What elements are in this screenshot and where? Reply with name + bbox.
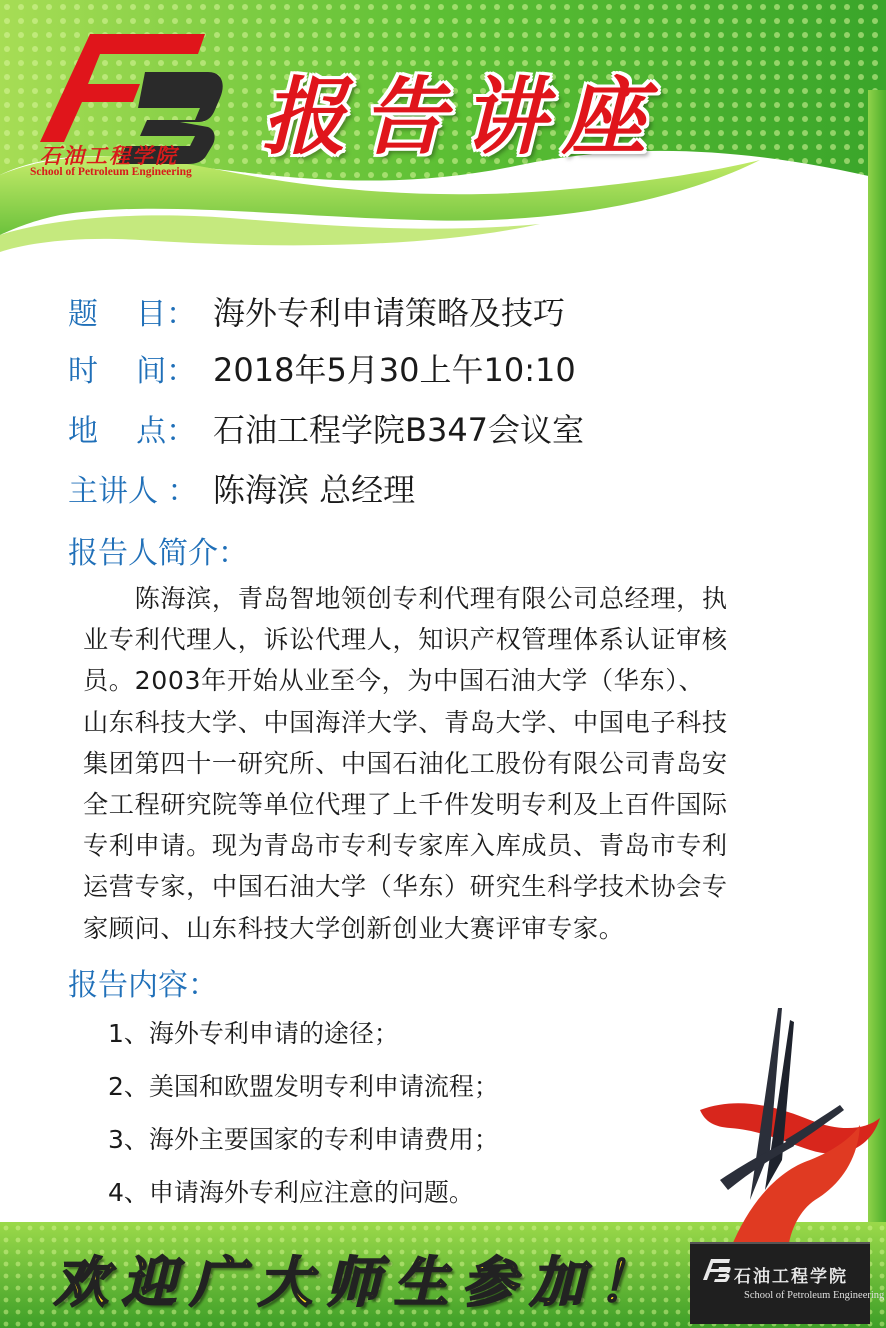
plaque-english-name: School of Petroleum Engineering [744,1290,885,1301]
info-row-time [68,343,576,393]
bio-line: 员。2003年开始从业至今，为中国石油大学（华东）、 [83,666,705,696]
time-value: 2018年5月30上午10:10 [213,351,576,389]
bio-line: 运营专家，中国石油大学（华东）研究生科学技术协会专 [83,872,728,902]
content-item: 2、美国和欧盟发明专利申请流程； [108,1072,499,1101]
location-label: 地 点： [68,414,197,449]
topic-value: 海外专利申请策略及技巧 [213,294,566,332]
bio-heading: 报告人简介： [68,536,248,571]
poster-title: 报告讲座 [262,67,663,166]
bio-line: 陈海滨，青岛智地领创专利代理有限公司总经理，执 [83,584,728,613]
plaque-logo-icon [702,1258,732,1288]
info-row-topic [68,286,565,336]
speaker-value: 陈海滨 总经理 [213,471,416,509]
bio-line: 业专利代理人，诉讼代理人，知识产权管理体系认证审核 [83,625,728,655]
info-row-speaker [68,463,415,513]
speaker-bio [83,578,843,949]
content-item: 4、申请海外专利应注意的问题。 [108,1178,474,1207]
logo-english-name: School of Petroleum Engineering [30,166,192,178]
bio-line: 山东科技大学、中国海洋大学、青岛大学、中国电子科技 [83,707,728,737]
bio-line: 全工程研究院等单位代理了上千件发明专利及上百件国际 [83,790,728,820]
welcome-slogan: 欢迎广大师生参加！ [54,1250,666,1314]
plaque-chinese-name: 石油工程学院 [734,1267,848,1287]
bio-line: 家顾问、山东科技大学创新创业大赛评审专家。 [83,913,625,943]
time-label: 时 间： [68,354,197,389]
speaker-label: 主讲人 ： [68,474,198,509]
content-item: 3、海外主要国家的专利申请费用； [108,1125,499,1154]
location-value: 石油工程学院B347会议室 [213,411,585,449]
logo-chinese-name: 石油工程学院 [40,143,178,168]
sculpture-image [690,1000,886,1250]
content-heading: 报告内容： [68,968,218,1003]
content-item: 1、海外专利申请的途径； [108,1019,399,1048]
bio-line: 专利申请。现为青岛市专利专家库入库成员、青岛市专利 [83,831,728,861]
topic-label: 题 目： [68,297,197,332]
info-row-location [68,403,584,453]
bio-line: 集团第四十一研究所、中国石油化工股份有限公司青岛安 [83,748,728,778]
